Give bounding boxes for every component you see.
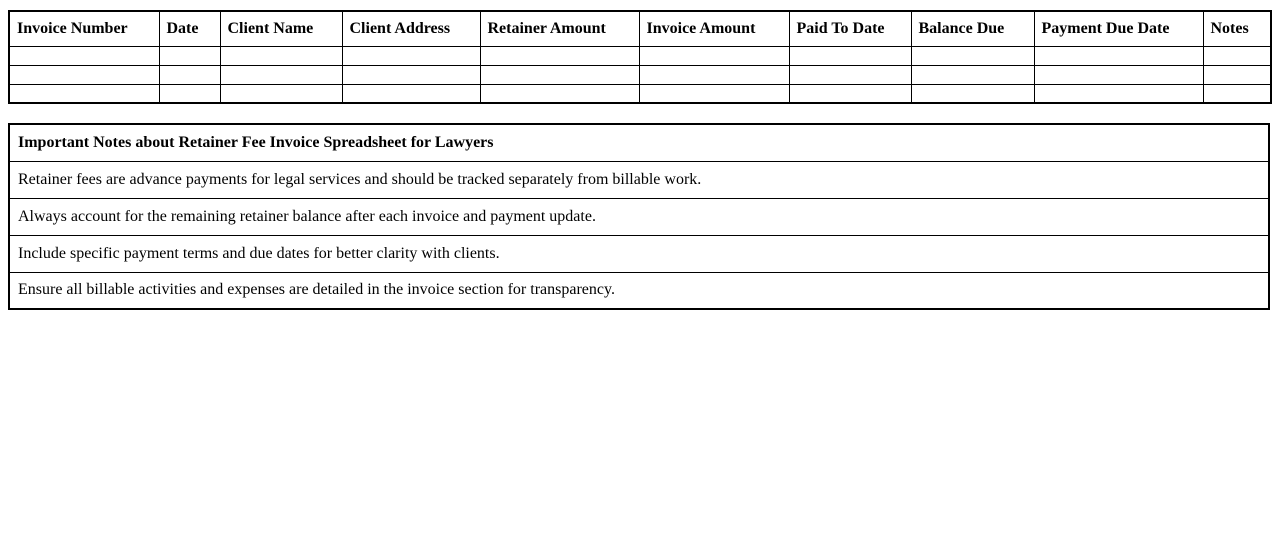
invoice-table [8, 10, 1272, 104]
note-row [9, 161, 1269, 198]
invoice-cell [639, 65, 789, 84]
note-row [9, 272, 1269, 309]
invoice-header-row [9, 11, 1271, 46]
invoice-cell [480, 84, 639, 103]
column-header-retainer-amount: Retainer Amount [480, 11, 639, 46]
invoice-cell [480, 65, 639, 84]
invoice-cell [159, 84, 220, 103]
invoice-empty-row [9, 65, 1271, 84]
invoice-cell [480, 46, 639, 65]
column-header-client-address: Client Address [342, 11, 480, 46]
column-header-invoice-amount: Invoice Amount [639, 11, 789, 46]
invoice-cell [639, 46, 789, 65]
note-item: Ensure all billable activities and expenses are detailed in the invoice section for transparency. [9, 272, 1269, 309]
invoice-cell [220, 84, 342, 103]
note-row [9, 198, 1269, 235]
note-item: Always account for the remaining retainer balance after each invoice and payment update. [9, 198, 1269, 235]
invoice-cell [9, 46, 159, 65]
invoice-cell [342, 84, 480, 103]
invoice-cell [1203, 46, 1271, 65]
column-header-balance-due: Balance Due [911, 11, 1034, 46]
invoice-cell [159, 46, 220, 65]
note-row [9, 235, 1269, 272]
invoice-cell [342, 65, 480, 84]
invoice-cell [1034, 65, 1203, 84]
invoice-cell [9, 84, 159, 103]
invoice-cell [1034, 46, 1203, 65]
note-item: Include specific payment terms and due dates for better clarity with clients. [9, 235, 1269, 272]
invoice-cell [911, 65, 1034, 84]
column-header-notes: Notes [1203, 11, 1271, 46]
column-header-date: Date [159, 11, 220, 46]
column-header-payment-due-date: Payment Due Date [1034, 11, 1203, 46]
notes-table [8, 123, 1270, 310]
invoice-cell [1034, 84, 1203, 103]
notes-title-row [9, 124, 1269, 161]
invoice-cell [220, 46, 342, 65]
invoice-cell [1203, 84, 1271, 103]
invoice-cell [789, 65, 911, 84]
invoice-cell [911, 84, 1034, 103]
invoice-cell [220, 65, 342, 84]
column-header-paid-to-date: Paid To Date [789, 11, 911, 46]
column-header-client-name: Client Name [220, 11, 342, 46]
invoice-empty-row [9, 46, 1271, 65]
column-header-invoice-number: Invoice Number [9, 11, 159, 46]
invoice-cell [789, 84, 911, 103]
invoice-cell [159, 65, 220, 84]
invoice-cell [911, 46, 1034, 65]
invoice-cell [1203, 65, 1271, 84]
invoice-cell [9, 65, 159, 84]
note-item: Retainer fees are advance payments for legal services and should be tracked separately from billable work. [9, 161, 1269, 198]
invoice-cell [789, 46, 911, 65]
invoice-cell [342, 46, 480, 65]
invoice-cell [639, 84, 789, 103]
notes-title: Important Notes about Retainer Fee Invoice Spreadsheet for Lawyers [9, 124, 1269, 161]
invoice-empty-row [9, 84, 1271, 103]
